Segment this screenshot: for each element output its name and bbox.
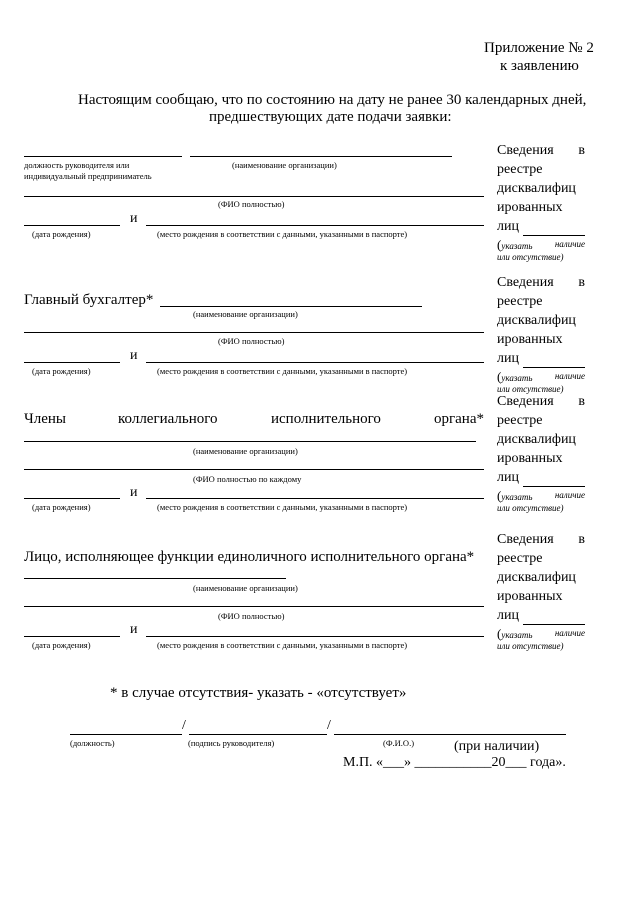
sole-org-label: (наименование организации): [193, 583, 298, 593]
registry-word-3: реестре: [497, 294, 543, 309]
head-org-label: (наименование организации): [232, 160, 337, 170]
board-label-w2: коллегиального: [118, 411, 218, 427]
appendix-title: Приложение № 2: [484, 40, 594, 56]
appendix-subtitle: к заявлению: [500, 58, 579, 74]
head-birth-place-label: (место рождения в соответствии с данными, указанными в паспорте): [157, 229, 408, 239]
registry-word-1: Сведения: [497, 394, 554, 409]
sole-fio-field[interactable]: [24, 606, 484, 607]
registry-word-4: дисквалифиц: [497, 313, 576, 328]
registry-word-5: ированных: [497, 451, 563, 466]
chief-and: и: [130, 348, 138, 363]
registry-field-4[interactable]: [523, 611, 585, 625]
stamp-date: М.П. «___» ___________20___ года».: [343, 755, 566, 770]
registry-word-1: Сведения: [497, 143, 554, 158]
head-org-field[interactable]: [190, 156, 452, 157]
sign-sep-1: /: [182, 718, 186, 733]
registry-word-6: лиц: [497, 219, 519, 234]
head-and: и: [130, 211, 138, 226]
board-label-w4: органа*: [434, 411, 484, 427]
sole-exec-label: Лицо, исполняющее функции единоличного исполнительного органа*: [24, 549, 475, 565]
sign-if-any: (при наличии): [454, 739, 540, 754]
sign-fio-field[interactable]: [334, 734, 566, 735]
registry-word-6: лиц: [497, 608, 519, 623]
sign-position-field[interactable]: [70, 734, 182, 735]
board-fio-field[interactable]: [24, 469, 484, 470]
registry-word-6: лиц: [497, 351, 519, 366]
board-label-w3: исполнительного: [271, 411, 381, 427]
registry-word-1: Сведения: [497, 275, 554, 290]
board-birth-date-label: (дата рождения): [32, 502, 91, 512]
chief-fio-label: (ФИО полностью): [218, 336, 285, 346]
registry-word-2: в: [578, 143, 585, 158]
board-and: и: [130, 485, 138, 500]
registry-word-3: реестре: [497, 551, 543, 566]
sign-fio-label: (Ф.И.О.): [383, 738, 415, 748]
head-position-field[interactable]: [24, 156, 182, 157]
registry-word-2: в: [578, 532, 585, 547]
registry-block-4: [497, 530, 585, 652]
head-fio-field[interactable]: [24, 196, 484, 197]
head-birth-date-field[interactable]: [24, 225, 120, 226]
board-label-w1: Члены: [24, 411, 66, 427]
chief-birth-place-label: (место рождения в соответствии с данными, указанными в паспорте): [157, 366, 408, 376]
registry-word-5: ированных: [497, 332, 563, 347]
head-birth-place-field[interactable]: [146, 225, 484, 226]
sole-fio-label: (ФИО полностью): [218, 611, 285, 621]
registry-word-3: реестре: [497, 162, 543, 177]
intro-line-2: предшествующих дате подачи заявки:: [209, 109, 452, 125]
sole-birth-place-field[interactable]: [146, 636, 484, 637]
sole-org-field[interactable]: [24, 578, 286, 579]
sole-birth-date-label: (дата рождения): [32, 640, 91, 650]
registry-word-6: лиц: [497, 470, 519, 485]
board-birth-date-field[interactable]: [24, 498, 120, 499]
registry-word-5: ированных: [497, 200, 563, 215]
chief-org-label: (наименование организации): [193, 309, 298, 319]
head-position-label-1: должность руководителя или: [24, 160, 130, 170]
registry-word-2: в: [578, 394, 585, 409]
chief-accountant-label: Главный бухгалтер*: [24, 292, 154, 308]
footnote: * в случае отсутствия- указать - «отсутствует»: [110, 685, 407, 701]
head-position-label-2: индивидуальный предприниматель: [24, 171, 152, 181]
sole-birth-place-label: (место рождения в соответствии с данными, указанными в паспорте): [157, 640, 408, 650]
sign-sep-2: /: [327, 718, 331, 733]
head-fio-label: (ФИО полностью): [218, 199, 285, 209]
sign-signature-label: (подпись руководителя): [188, 738, 275, 748]
sole-and: и: [130, 622, 138, 637]
board-org-field[interactable]: [24, 441, 476, 442]
board-birth-place-label: (место рождения в соответствии с данными, указанными в паспорте): [157, 502, 408, 512]
registry-field-3[interactable]: [523, 473, 585, 487]
registry-block-1: [497, 141, 585, 263]
sign-signature-field[interactable]: [189, 734, 327, 735]
registry-word-2: в: [578, 275, 585, 290]
registry-word-3: реестре: [497, 413, 543, 428]
registry-note-3: (указать наличие или отсутствие): [497, 488, 585, 513]
registry-note-2: (указать наличие или отсутствие): [497, 369, 585, 394]
registry-word-4: дисквалифиц: [497, 181, 576, 196]
head-birth-date-label: (дата рождения): [32, 229, 91, 239]
registry-word-5: ированных: [497, 589, 563, 604]
registry-block-3: [497, 392, 585, 514]
sign-position-label: (должность): [70, 738, 115, 748]
registry-note-4: (указать наличие или отсутствие): [497, 626, 585, 651]
board-org-label: (наименование организации): [193, 446, 298, 456]
registry-block-2: [497, 273, 585, 395]
registry-word-4: дисквалифиц: [497, 570, 576, 585]
chief-birth-place-field[interactable]: [146, 362, 484, 363]
chief-birth-date-label: (дата рождения): [32, 366, 91, 376]
chief-fio-field[interactable]: [24, 332, 484, 333]
registry-note-1: (указать наличие или отсутствие): [497, 237, 585, 262]
registry-word-4: дисквалифиц: [497, 432, 576, 447]
registry-field-2[interactable]: [523, 354, 585, 368]
registry-word-1: Сведения: [497, 532, 554, 547]
sole-birth-date-field[interactable]: [24, 636, 120, 637]
board-fio-label: (ФИО полностью по каждому: [193, 474, 302, 484]
intro-line-1: Настоящим сообщаю, что по состоянию на дату не ранее 30 календарных дней,: [78, 92, 587, 108]
board-birth-place-field[interactable]: [146, 498, 484, 499]
registry-field-1[interactable]: [523, 222, 585, 236]
chief-org-field[interactable]: [160, 306, 422, 307]
chief-birth-date-field[interactable]: [24, 362, 120, 363]
